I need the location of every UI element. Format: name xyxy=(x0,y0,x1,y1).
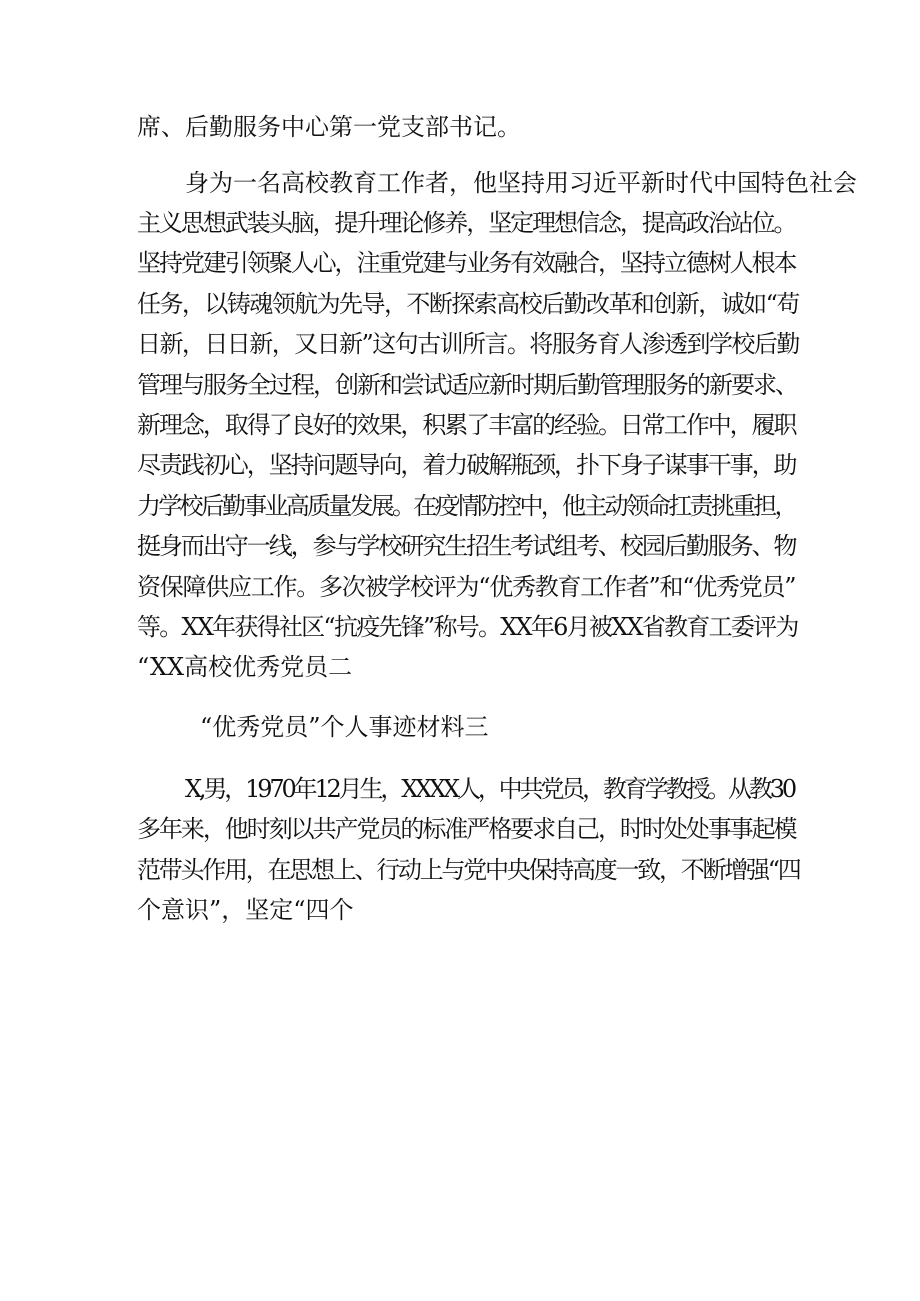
section-heading: “优秀党员”个人事迹材料三 xyxy=(200,713,489,741)
paragraph-2-line-12: 等。XX年获得社区“抗疫先锋”称号。XX年6月被XX省教育工委评为 xyxy=(137,613,798,641)
paragraph-2-line-1: 身为一名高校教育工作者，他坚持用习近平新时代中国特色社会 xyxy=(185,169,857,197)
paragraph-2-line-13: “XX高校优秀党员二 xyxy=(137,653,353,681)
paragraph-3-line-3: 范带头作用，在思想上、行动上与党中央保持高度一致，不断增强“四 xyxy=(137,856,800,884)
paragraph-2-line-6: 管理与服务全过程，创新和尝试适应新时期后勤管理服务的新要求、 xyxy=(137,371,797,399)
paragraph-2-line-5: 日新，日日新，又日新”这句古训所言。将服务育人渗透到学校后勤 xyxy=(137,330,799,358)
paragraph-2-line-7: 新理念，取得了良好的效果，积累了丰富的经验。日常工作中，履职 xyxy=(137,411,796,439)
paragraph-3-line-1: X,男，1970年12月生，XXXX人，中共党员，教育学教授。从教30 xyxy=(185,775,794,803)
paragraph-2-line-2: 主义思想武装头脑，提升理论修养，坚定理想信念，提高政治站位。 xyxy=(137,209,796,237)
paragraph-1-line-1: 席、后勤服务中心第一党支部书记。 xyxy=(137,113,521,141)
paragraph-2-line-8: 尽责践初心，坚持问题导向，着力破解瓶颈，扑下身子谋事干事，助 xyxy=(137,451,796,479)
paragraph-2-line-3: 坚持党建引领聚人心，注重党建与业务有效融合，坚持立德树人根本 xyxy=(137,249,796,277)
paragraph-2-line-11: 资保障供应工作。多次被学校评为“优秀教育工作者”和“优秀党员” xyxy=(137,573,796,601)
paragraph-3-line-2: 多年来，他时刻以共产党员的标准严格要求自己，时时处处事事起模 xyxy=(137,815,796,843)
paragraph-2-line-4: 任务，以铸魂领航为先导，不断探索高校后勤改革和创新，诚如“苟 xyxy=(137,290,799,318)
paragraph-3-line-4: 个意识”，坚定“四个 xyxy=(137,896,354,924)
paragraph-2-line-9: 力学校后勤事业高质量发展。在疫情防控中，他主动领命扛责挑重担， xyxy=(137,492,796,520)
paragraph-2-line-10: 挺身而出守一线，参与学校研究生招生考试组考、校园后勤服务、物 xyxy=(137,532,796,560)
